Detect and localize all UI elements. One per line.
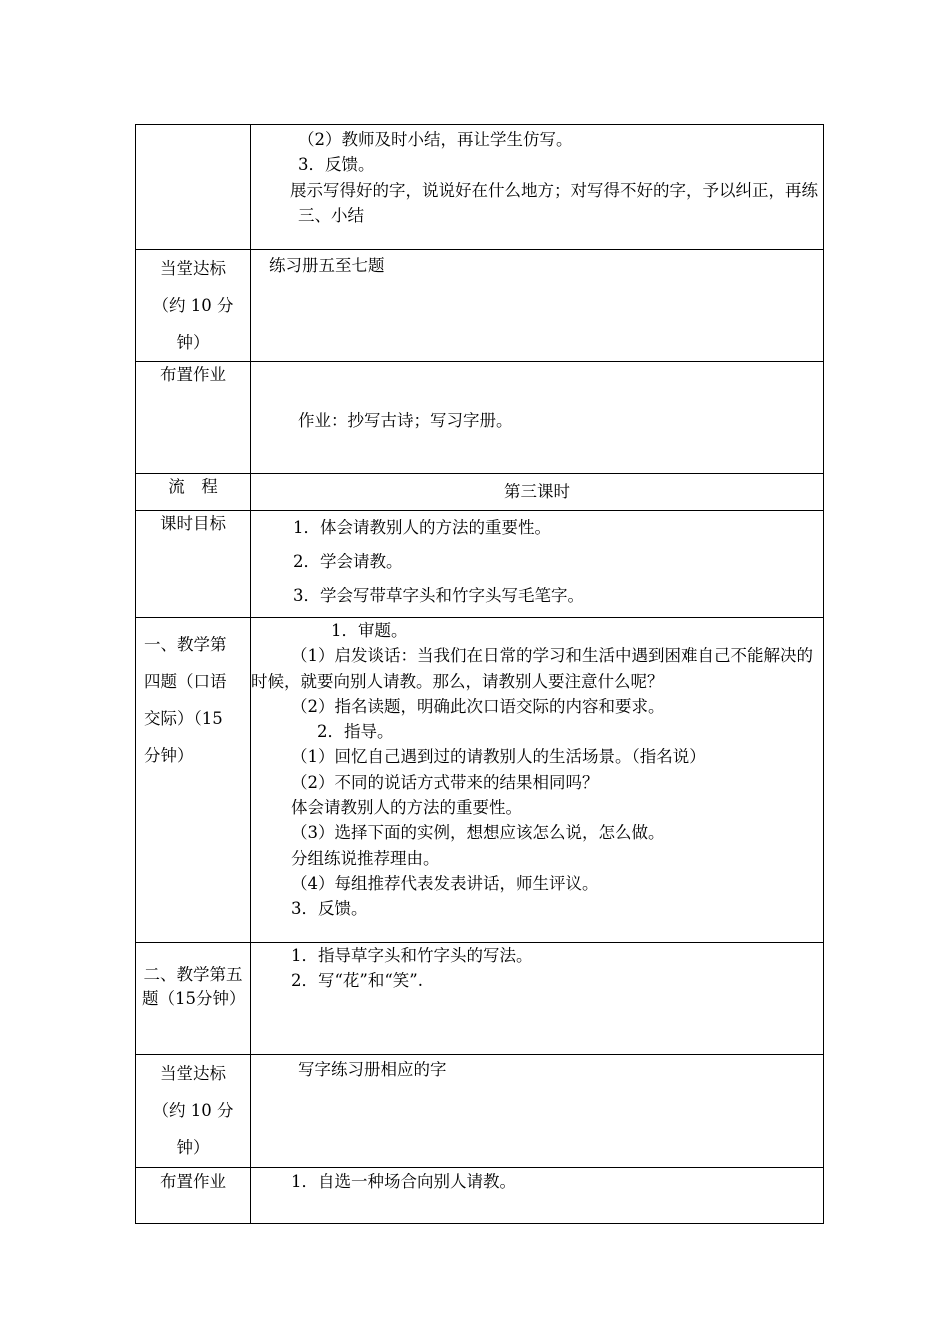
text-line: 分组练说推荐理由。 (291, 848, 440, 868)
label-part-1 (136, 618, 251, 943)
goal-item: 3．学会写带草字头和竹字头写毛笔字。 (293, 586, 584, 605)
text-line: 3．反馈。 (298, 155, 375, 175)
label-part-2 (136, 943, 251, 1055)
row-homework-1 (136, 362, 824, 474)
row-check-2 (136, 1055, 824, 1168)
text-line: （2）不同的说话方式带来的结果相同吗？ (291, 772, 599, 792)
text-line: （1）回忆自己遇到过的请教别人的生活场景。（指名说） (291, 747, 706, 767)
text-line: 1．自选一种场合向别人请教。 (291, 1172, 516, 1191)
row-part-1 (136, 618, 824, 943)
text-line: 2．写“花”和“笑”. (291, 971, 423, 991)
text-line: 2．指导。 (317, 722, 394, 742)
label-line: 当堂达标 (160, 259, 226, 278)
check-1-content (251, 250, 824, 362)
text-line: （4）每组推荐代表发表讲话，师生评议。 (291, 873, 599, 893)
label-goals: 课时目标 (136, 511, 251, 618)
row-homework-2 (136, 1168, 824, 1224)
text-line: 3．反馈。 (291, 899, 368, 919)
row-flow (136, 474, 824, 511)
text-line: （3）选择下面的实例，想想应该怎么说，怎么做。 (291, 823, 665, 843)
label-line: 分钟） (144, 746, 194, 765)
row-goals (136, 511, 824, 618)
text-line: （1）启发谈话：当我们在日常的学习和生活中遇到困难自己不能解决的时候，就要向别人请教。那么，请教别人要注意什么呢？ (251, 646, 813, 691)
label-check-2 (136, 1055, 251, 1168)
label-homework-2: 布置作业 (136, 1168, 251, 1224)
text-line: （2）指名读题，明确此次口语交际的内容和要求。 (291, 696, 665, 716)
label-line: （约 10 分 (152, 296, 234, 315)
lesson-plan-table (135, 124, 824, 1224)
homework-2-content (251, 1168, 824, 1224)
text-line: 三、小结 (298, 205, 364, 225)
session-title: 第三课时 (504, 482, 570, 502)
label-line: （约 10 分 (152, 1101, 234, 1120)
text-line: 练习册五至七题 (269, 256, 385, 275)
label-text: 二、教学第五题（15分钟） (142, 965, 246, 1008)
flow-content (251, 474, 824, 511)
label-line: 当堂达标 (160, 1064, 226, 1083)
text-line: 1．审题。 (331, 621, 408, 640)
part-2-content (251, 943, 824, 1055)
homework-1-content (251, 362, 824, 474)
label-homework-1: 布置作业 (136, 362, 251, 474)
text-line: 写字练习册相应的字 (298, 1060, 447, 1079)
continuation-content (251, 125, 824, 250)
label-empty (136, 125, 251, 250)
label-check-1 (136, 250, 251, 362)
check-2-content (251, 1055, 824, 1168)
text-line: 1．指导草字头和竹字头的写法。 (291, 946, 533, 965)
goal-item: 1．体会请教别人的方法的重要性。 (293, 518, 551, 537)
row-part-2 (136, 943, 824, 1055)
text-line: 体会请教别人的方法的重要性。 (291, 798, 522, 818)
label-line: 四题（口语 (144, 672, 227, 691)
text-line: 展示写得好的字，说说好在什么地方；对写得不好的字，予以纠正，再练 (290, 180, 818, 200)
label-line: 钟） (176, 333, 210, 352)
row-continuation (136, 125, 824, 250)
goal-item: 2．学会请教。 (293, 552, 403, 571)
text-line: 作业：抄写古诗；写习字册。 (298, 410, 513, 430)
goals-content (251, 511, 824, 618)
part-1-content (251, 618, 824, 943)
text-line: （2）教师及时小结，再让学生仿写。 (298, 130, 573, 149)
label-line: 钟） (176, 1138, 210, 1157)
label-line: 交际）（15 (144, 709, 223, 728)
row-check-1 (136, 250, 824, 362)
label-flow: 流 程 (136, 474, 251, 511)
label-line: 一、教学第 (144, 635, 227, 654)
